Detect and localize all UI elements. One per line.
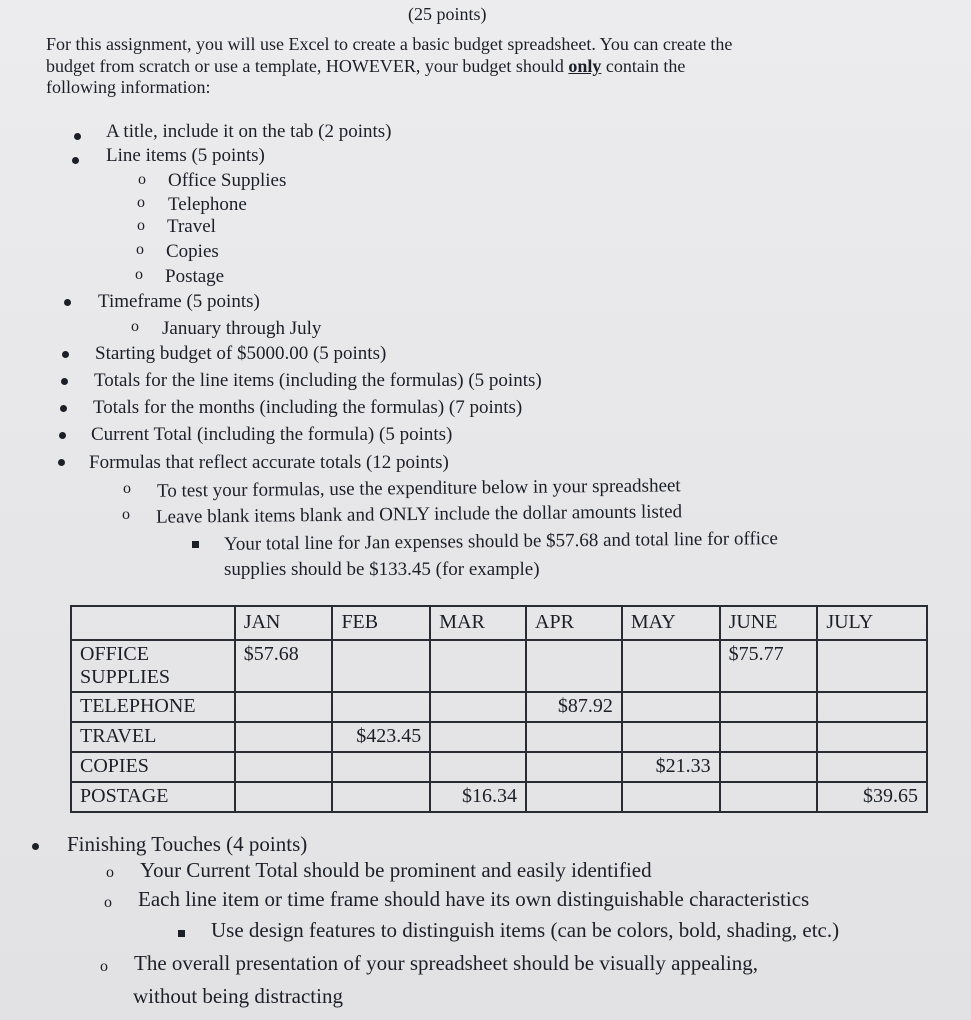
table-cell — [430, 752, 526, 782]
line-item-copies: Copies — [166, 241, 219, 262]
table-row — [71, 782, 927, 812]
table-row — [71, 640, 927, 692]
table-header-cell: MAR — [430, 606, 526, 640]
intro-line-2 — [46, 56, 685, 77]
intro-line-2-post: contain the — [601, 56, 686, 76]
circle-bullet-icon: o — [106, 864, 114, 881]
req-totals-line-items: Totals for the line items (including the formulas) (5 points) — [94, 370, 542, 391]
table-cell — [622, 782, 720, 812]
table-cell — [817, 752, 927, 782]
table-cell — [332, 692, 430, 722]
table-cell: $57.68 — [235, 640, 333, 692]
req-formulas: Formulas that reflect accurate totals (12 points) — [89, 452, 449, 473]
intro-line-3: following information: — [46, 77, 211, 97]
table-header-row — [71, 606, 927, 640]
table-cell — [332, 782, 430, 812]
intro-line-2-pre: budget from scratch or use a template, HOWEVER, your budget should — [46, 56, 569, 76]
table-cell — [817, 692, 927, 722]
req-title: A title, include it on the tab (2 points) — [106, 121, 392, 142]
req-starting-budget: Starting budget of $5000.00 (5 points) — [95, 343, 387, 364]
table-cell — [430, 722, 526, 752]
bullet-icon — [62, 351, 69, 358]
table-cell — [622, 640, 720, 692]
table-cell: $423.45 — [332, 722, 430, 752]
example-line-1: Your total line for Jan expenses should be $57.68 and total line for office — [223, 528, 778, 555]
table-cell — [526, 752, 622, 782]
line-item-travel: Travel — [167, 216, 216, 237]
table-header-cell: FEB — [332, 606, 430, 640]
expenditure-table — [70, 605, 928, 813]
table-cell: $21.33 — [622, 752, 720, 782]
bullet-icon — [74, 133, 81, 140]
table-cell — [430, 692, 526, 722]
line-item-postage: Postage — [165, 266, 225, 287]
req-timeframe: Timeframe (5 points) — [98, 291, 260, 312]
table-header-cell — [71, 606, 235, 640]
formulas-sub-2: Leave blank items blank and ONLY include the dollar amounts listed — [155, 501, 683, 528]
req-current-total: Current Total (including the formula) (5 points) — [91, 424, 453, 445]
row-label: TELEPHONE — [71, 692, 235, 722]
table-row — [71, 722, 927, 752]
line-item-office-supplies: Office Supplies — [168, 170, 287, 191]
circle-bullet-icon: o — [137, 194, 145, 211]
bullet-icon — [59, 432, 66, 439]
bullet-icon — [61, 378, 68, 385]
intro-line-1: For this assignment, you will use Excel to create a basic budget spreadsheet. You can create the — [46, 34, 733, 54]
table-cell: $16.34 — [430, 782, 526, 812]
row-label: POSTAGE — [71, 782, 235, 812]
circle-bullet-icon: o — [131, 318, 139, 335]
table-header-cell: APR — [526, 606, 622, 640]
circle-bullet-icon: o — [123, 480, 131, 497]
table-cell — [235, 722, 333, 752]
finishing-item-3-line-2: without being distracting — [133, 984, 343, 1008]
table-cell — [526, 640, 622, 692]
table-cell — [622, 692, 720, 722]
points-header: (25 points) — [408, 4, 487, 24]
table-cell — [817, 722, 927, 752]
table-cell — [720, 722, 818, 752]
table-header-cell: JULY — [817, 606, 927, 640]
table-header-cell: MAY — [622, 606, 720, 640]
table-cell: $75.77 — [720, 640, 818, 692]
line-item-telephone: Telephone — [168, 194, 247, 215]
square-bullet-icon — [178, 930, 185, 937]
table-cell — [817, 640, 927, 692]
table-row — [71, 692, 927, 722]
req-line-items: Line items (5 points) — [106, 145, 265, 166]
timeframe-sub: January through July — [162, 318, 322, 339]
table-cell — [332, 640, 430, 692]
circle-bullet-icon: o — [122, 506, 130, 523]
table-cell: $39.65 — [817, 782, 927, 812]
row-label: COPIES — [71, 752, 235, 782]
finishing-title: Finishing Touches (4 points) — [67, 832, 308, 856]
circle-bullet-icon: o — [100, 958, 108, 975]
bullet-icon — [64, 299, 71, 306]
finishing-item-1: Your Current Total should be prominent and easily identified — [140, 858, 652, 882]
bullet-icon — [60, 405, 67, 412]
finishing-item-2: Each line item or time frame should have its own distinguishable characteristics — [138, 887, 810, 911]
circle-bullet-icon: o — [135, 266, 143, 283]
bullet-icon — [32, 843, 39, 850]
req-totals-months: Totals for the months (including the formulas) (7 points) — [93, 397, 523, 418]
table-cell — [622, 722, 720, 752]
bullet-icon — [72, 157, 79, 164]
table-cell — [235, 692, 333, 722]
circle-bullet-icon: o — [136, 241, 144, 258]
circle-bullet-icon: o — [104, 894, 112, 911]
bullet-icon — [58, 459, 65, 466]
table-header-cell: JAN — [235, 606, 333, 640]
table-cell — [235, 782, 333, 812]
formulas-sub-1: To test your formulas, use the expenditure below in your spreadsheet — [156, 475, 681, 502]
table-cell: $87.92 — [526, 692, 622, 722]
table-cell — [526, 782, 622, 812]
square-bullet-icon — [192, 541, 199, 548]
row-label: OFFICE SUPPLIES — [71, 640, 235, 692]
intro-emphasis: only — [568, 56, 602, 76]
table-cell — [720, 782, 818, 812]
row-label: TRAVEL — [71, 722, 235, 752]
example-line-2: supplies should be $133.45 (for example) — [224, 559, 540, 580]
circle-bullet-icon: o — [137, 217, 145, 234]
table-cell — [720, 752, 818, 782]
table-cell — [332, 752, 430, 782]
table-cell — [235, 752, 333, 782]
table-header-cell: JUNE — [720, 606, 818, 640]
finishing-item-2-sub: Use design features to distinguish items (can be colors, bold, shading, etc.) — [211, 918, 840, 942]
table-cell — [720, 692, 818, 722]
finishing-item-3-line-1: The overall presentation of your spreadsheet should be visually appealing, — [134, 951, 758, 975]
circle-bullet-icon: o — [138, 171, 146, 188]
table-cell — [430, 640, 526, 692]
table-row — [71, 752, 927, 782]
table-cell — [526, 722, 622, 752]
